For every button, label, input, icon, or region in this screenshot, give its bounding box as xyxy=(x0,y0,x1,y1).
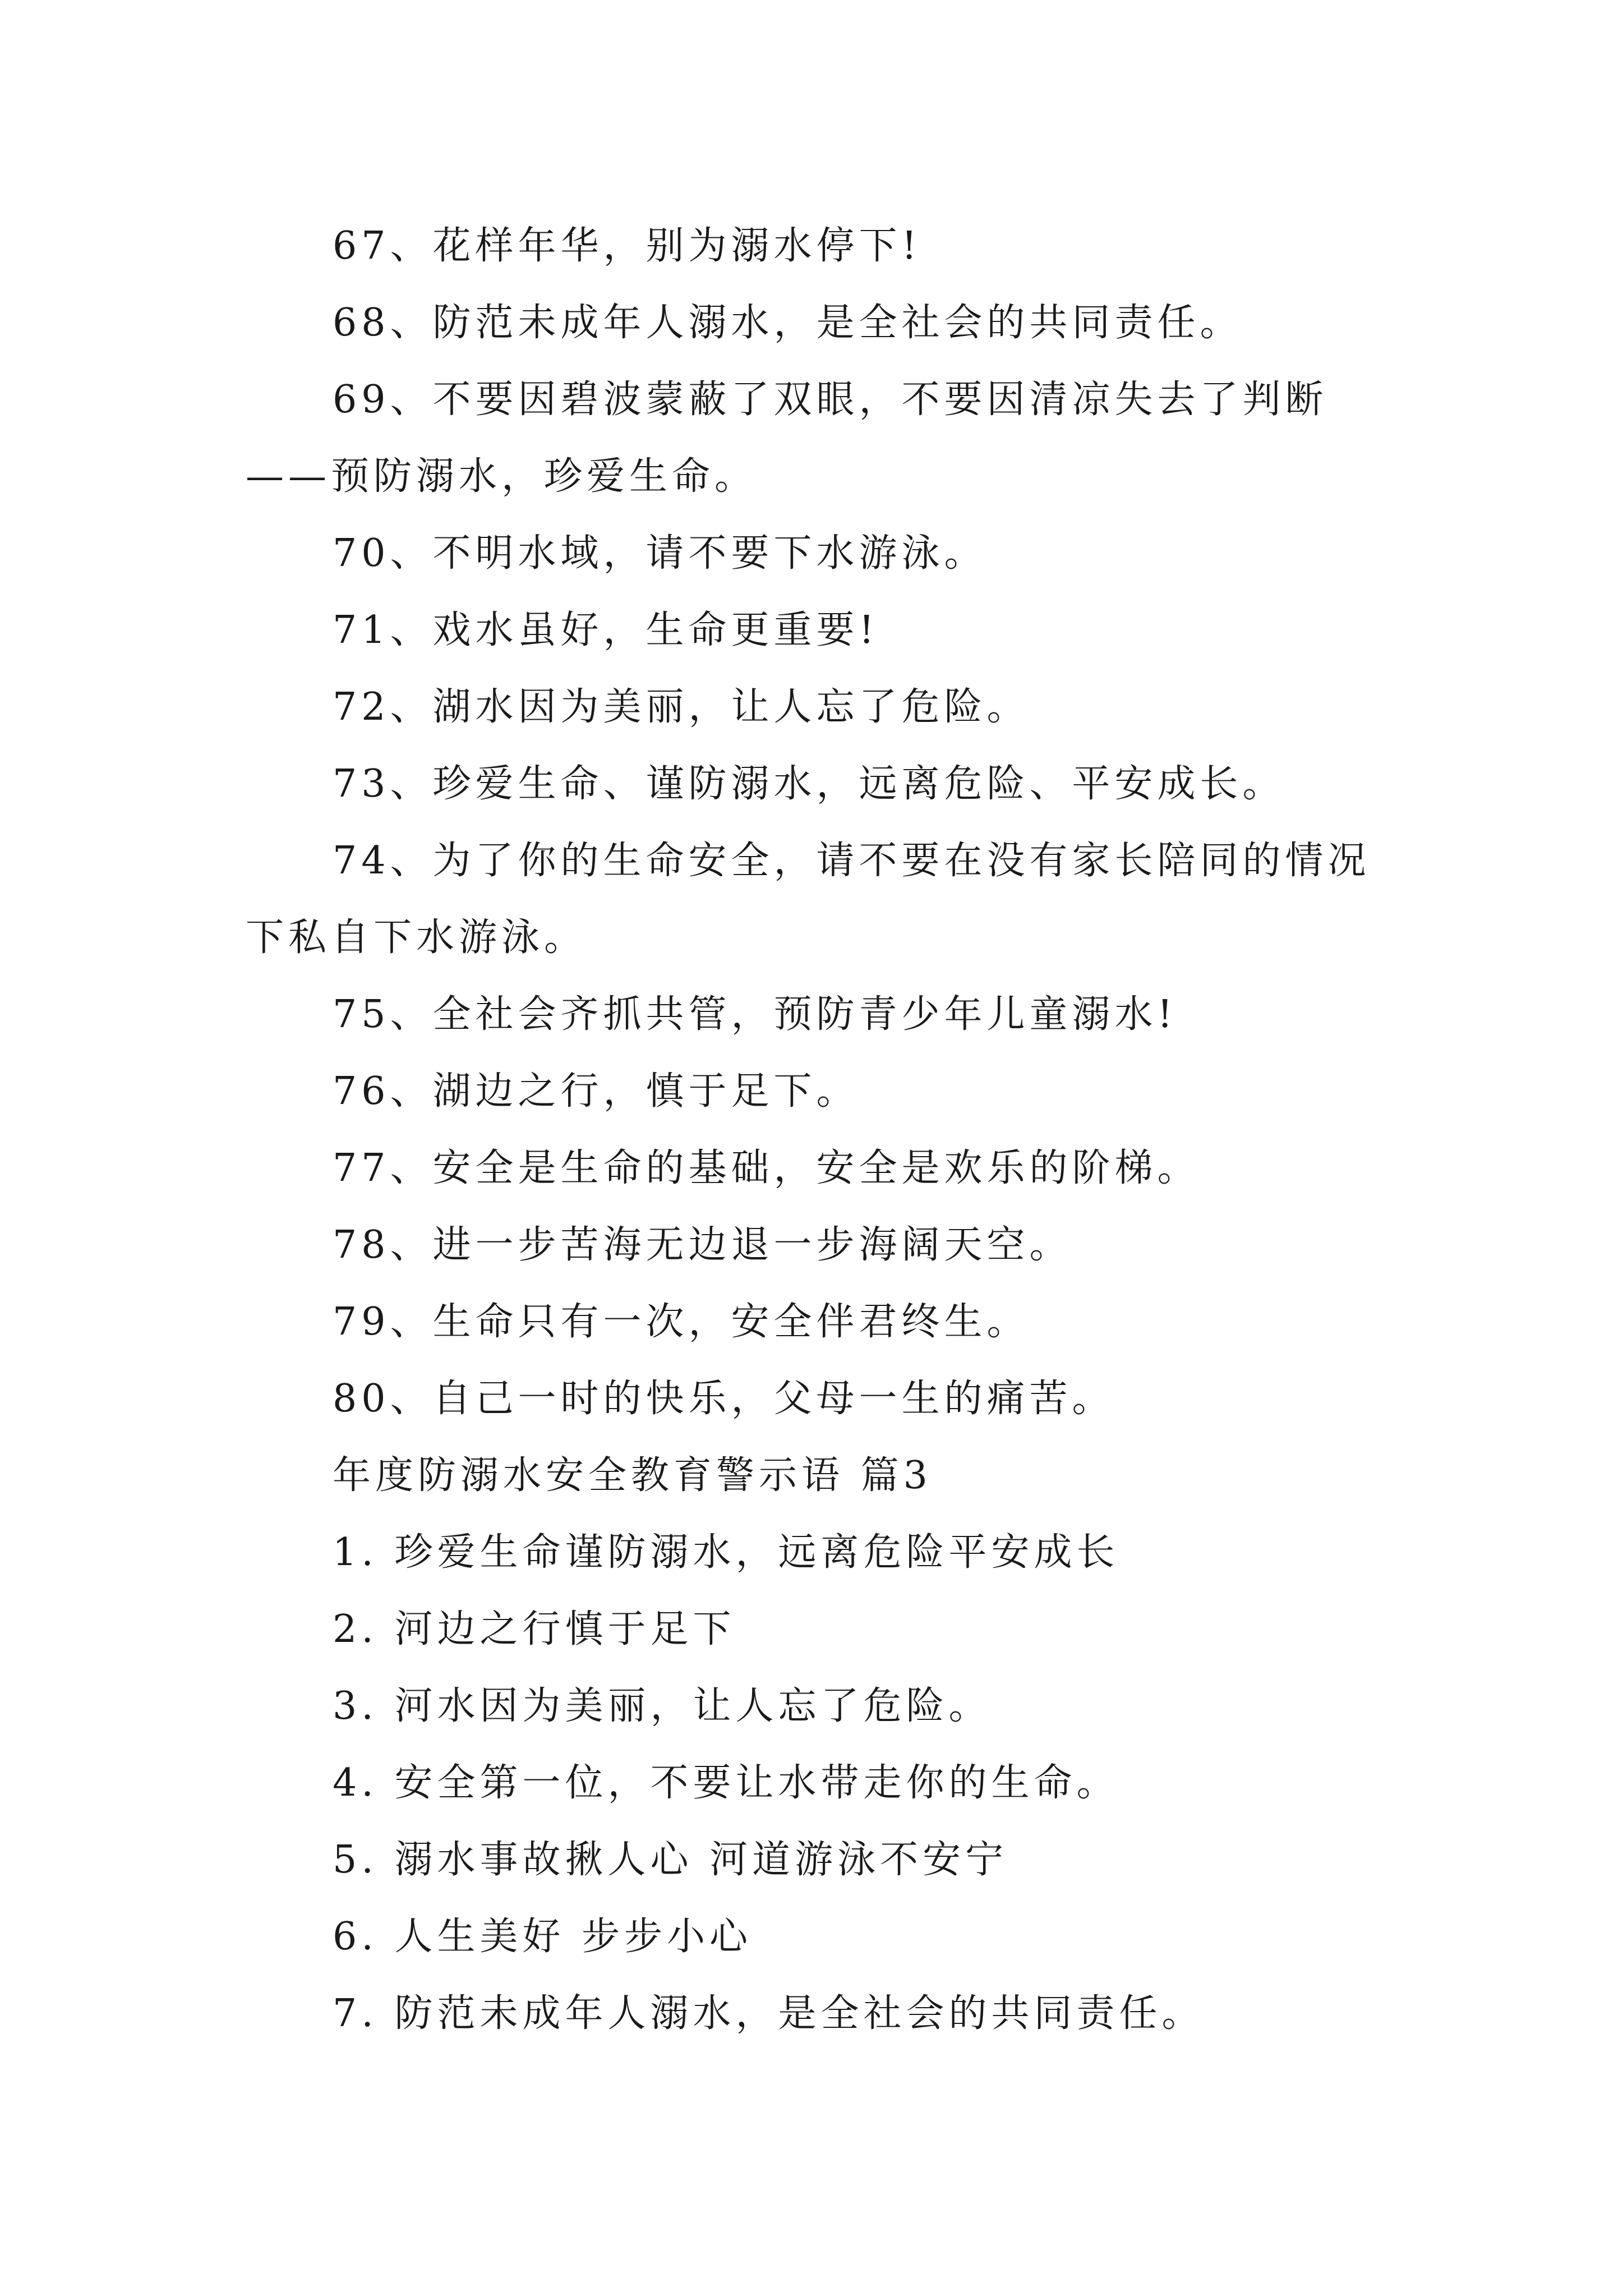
list-item-1: 1. 珍爱生命谨防溺水，远离危险平安成长 xyxy=(333,1530,1119,1575)
list-item-6: 6. 人生美好 步步小心 xyxy=(333,1915,753,1959)
slogan-75: 75、全社会齐抓共管，预防青少年儿童溺水! xyxy=(333,992,1177,1037)
slogan-80: 80、自己一时的快乐，父母一生的痛苦。 xyxy=(333,1377,1115,1421)
slogan-76: 76、湖边之行，慎于足下。 xyxy=(333,1069,859,1114)
slogan-70: 70、不明水域，请不要下水游泳。 xyxy=(333,531,987,576)
slogan-74: 74、为了你的生命安全，请不要在没有家长陪同的情况下私自下水游泳。 xyxy=(246,839,1371,960)
slogan-71: 71、戏水虽好，生命更重要! xyxy=(333,608,879,652)
list-item-2: 2. 河边之行慎于足下 xyxy=(333,1607,736,1651)
slogan-79: 79、生命只有一次，安全伴君终生。 xyxy=(333,1300,1030,1344)
document-body xyxy=(246,208,1384,2052)
section-heading: 年度防溺水安全教育警示语 篇3 xyxy=(333,1453,932,1498)
slogan-72: 72、湖水因为美丽，让人忘了危险。 xyxy=(333,685,1030,729)
list-item-5: 5. 溺水事故揪人心 河道游泳不安宁 xyxy=(333,1838,1008,1882)
list-item-3: 3. 河水因为美丽，让人忘了危险。 xyxy=(333,1684,992,1728)
slogan-77: 77、安全是生命的基础，安全是欢乐的阶梯。 xyxy=(333,1146,1200,1190)
slogan-69: 69、不要因碧波蒙蔽了双眼，不要因清凉失去了判断——预防溺水，珍爱生命。 xyxy=(246,378,1328,499)
slogan-78: 78、进一步苦海无边退一步海阔天空。 xyxy=(333,1223,1072,1267)
slogan-67: 67、花样年华，别为溺水停下! xyxy=(333,224,921,268)
slogan-73: 73、珍爱生命、谨防溺水，远离危险、平安成长。 xyxy=(333,762,1285,806)
slogan-68: 68、防范未成年人溺水，是全社会的共同责任。 xyxy=(333,301,1243,345)
list-item-7: 7. 防范未成年人溺水，是全社会的共同责任。 xyxy=(333,1991,1205,2036)
list-item-4: 4. 安全第一位，不要让水带走你的生命。 xyxy=(333,1761,1119,1805)
